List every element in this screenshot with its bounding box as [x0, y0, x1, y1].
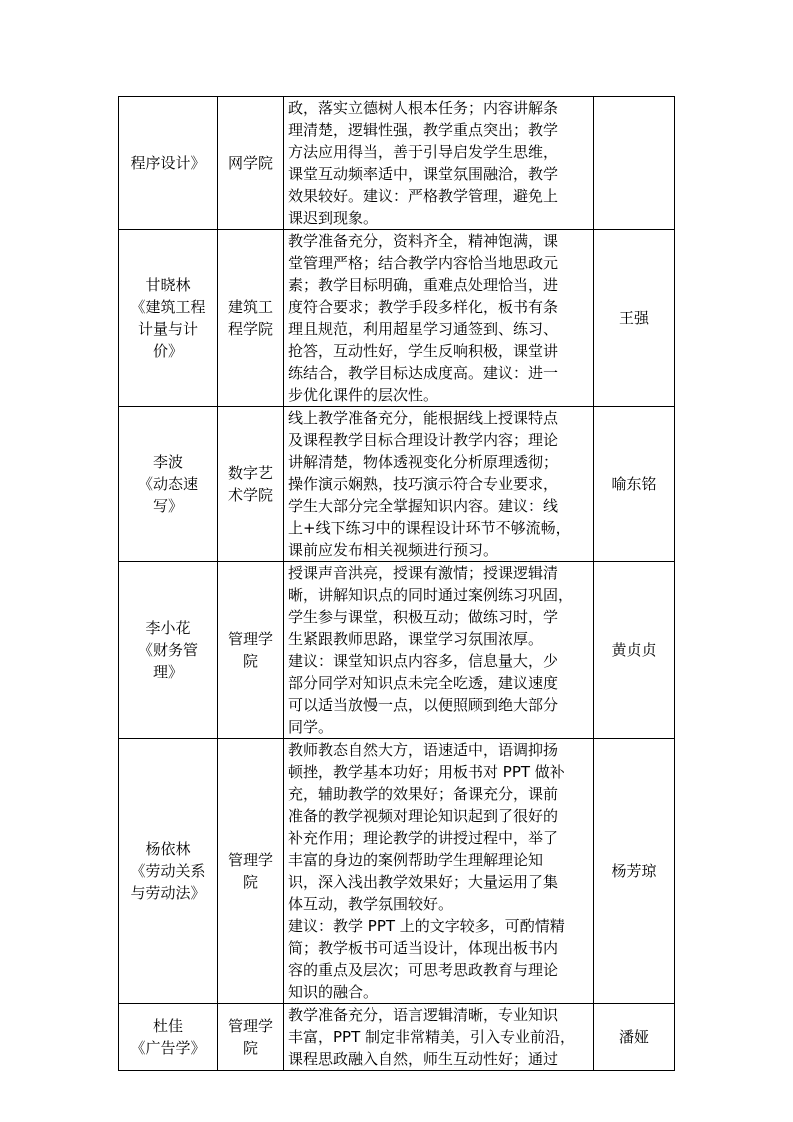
evaluation-table — [118, 96, 675, 1071]
evaluator-name: 黄贞贞 — [611, 641, 657, 659]
comment-line: 理且规范，利用超星学习通签到、练习、 — [288, 320, 559, 338]
comment-line: 体互动，教学氛围较好。 — [288, 895, 454, 913]
comment-line: 晰，讲解知识点的同时通过案例练习巩固， — [288, 586, 574, 604]
comment-line: 建议：教学 PPT 上的文字较多，可酌情精 — [288, 917, 565, 935]
table-row — [119, 230, 675, 407]
comment-cell — [284, 1004, 594, 1071]
comment-line: 课程思政融入自然，师生互动性好；通过 — [288, 1050, 559, 1068]
college-name: 数字艺 — [227, 464, 273, 482]
teacher-name: 李小花 — [145, 619, 191, 637]
comment-line: 充，辅助教学的效果好；备课充分，课前 — [288, 785, 559, 803]
comment-line: 补充作用；理论教学的讲授过程中，举了 — [288, 829, 559, 847]
comment-line: 准备的教学视频对理论知识起到了很好的 — [288, 807, 559, 825]
teacher-course-cell — [119, 407, 218, 562]
evaluator-cell — [594, 407, 675, 562]
course-name: 《建筑工程 — [130, 298, 206, 316]
college-name: 管理学 — [227, 851, 273, 869]
evaluator-name: 喻东铭 — [611, 475, 657, 493]
comment-line: 步优化课件的层次性。 — [288, 386, 439, 404]
college-name: 院 — [242, 873, 258, 891]
comment-line: 生紧跟教师思路，课堂学习氛围浓厚。 — [288, 630, 544, 648]
comment-line: 顿挫，教学基本功好；用板书对 PPT 做补 — [288, 763, 565, 781]
comment-line: 教学准备充分，资料齐全，精神饱满，课 — [288, 232, 559, 250]
comment-line: 课前应发布相关视频进行预习。 — [288, 541, 499, 559]
teacher-course-cell — [119, 97, 218, 230]
evaluator-cell — [594, 739, 675, 1004]
comment-cell — [284, 562, 594, 739]
course-name: 《财务管 — [137, 641, 198, 659]
table-row — [119, 562, 675, 739]
teacher-name: 杜佳 — [152, 1017, 183, 1035]
comment-cell — [284, 97, 594, 230]
evaluator-name: 潘娅 — [618, 1028, 649, 1046]
teacher-name: 杨依林 — [145, 840, 191, 858]
comment-line: 识，深入浅出教学效果好；大量运用了集 — [288, 873, 559, 891]
comment-line: 丰富，PPT 制定非常精美，引入专业前沿， — [288, 1028, 576, 1046]
comment-line: 学生大部分完全掌握知识内容。建议：线 — [288, 497, 559, 515]
comment-line: 堂管理严格；结合教学内容恰当地思政元 — [288, 254, 559, 272]
college-name: 管理学 — [227, 1017, 273, 1035]
evaluator-cell — [594, 97, 675, 230]
comment-line: 理清楚，逻辑性强，教学重点突出；教学 — [288, 121, 559, 139]
course-name: 价》 — [152, 342, 183, 360]
comment-line: 简；教学板书可适当设计，体现出板书内 — [288, 939, 559, 957]
course-name: 《动态速 — [137, 475, 198, 493]
comment-line: 部分同学对知识点未完全吃透，建议速度 — [288, 674, 559, 692]
comment-line: 课堂互动频率适中，课堂氛围融洽，教学 — [288, 165, 559, 183]
comment-line: 练结合，教学目标达成度高。建议：进一 — [288, 364, 559, 382]
comment-line: 教师教态自然大方，语速适中，语调抑扬 — [288, 741, 559, 759]
comment-cell — [284, 230, 594, 407]
comment-line: 方法应用得当，善于引导启发学生思维， — [288, 143, 559, 161]
course-name: 程序设计》 — [130, 154, 206, 172]
teacher-course-cell — [119, 230, 218, 407]
comment-line: 操作演示娴熟，技巧演示符合专业要求， — [288, 475, 559, 493]
comment-line: 及课程教学目标合理设计教学内容；理论 — [288, 431, 559, 449]
teacher-course-cell — [119, 1004, 218, 1071]
evaluator-cell — [594, 562, 675, 739]
table-row — [119, 739, 675, 1004]
comment-line: 素；教学目标明确，重难点处理恰当，进 — [288, 276, 559, 294]
comment-line: 学生参与课堂，积极互动；做练习时，学 — [288, 608, 559, 626]
comment-line: 度符合要求；教学手段多样化，板书有条 — [288, 298, 559, 316]
college-name: 网学院 — [227, 154, 273, 172]
comment-line: 容的重点及层次；可思考思政教育与理论 — [288, 961, 559, 979]
teacher-name: 李波 — [152, 453, 183, 471]
comment-line: 可以适当放慢一点，以便照顾到绝大部分 — [288, 696, 559, 714]
comment-line: 课迟到现象。 — [288, 209, 379, 227]
college-cell — [218, 1004, 284, 1071]
comment-line: 建议：课堂知识点内容多，信息量大，少 — [288, 652, 559, 670]
course-name: 与劳动法》 — [130, 884, 206, 902]
teacher-course-cell — [119, 739, 218, 1004]
college-name: 建筑工 — [227, 298, 273, 316]
course-name: 《广告学》 — [130, 1039, 206, 1057]
course-name: 理》 — [152, 663, 183, 681]
comment-cell — [284, 739, 594, 1004]
evaluator-name: 王强 — [618, 309, 649, 327]
table-row — [119, 97, 675, 230]
evaluator-name: 杨芳琼 — [611, 862, 657, 880]
comment-line: 教学准备充分，语言逻辑清晰，专业知识 — [288, 1006, 559, 1024]
comment-line: 线上教学准备充分，能根据线上授课特点 — [288, 409, 559, 427]
comment-line: 政，落实立德树人根本任务；内容讲解条 — [288, 99, 559, 117]
comment-line: 抢答，互动性好，学生反响积极，课堂讲 — [288, 342, 559, 360]
comment-line: 同学。 — [288, 718, 334, 736]
college-cell — [218, 230, 284, 407]
comment-line: 丰富的身边的案例帮助学生理解理论知 — [288, 851, 544, 869]
table-row — [119, 407, 675, 562]
college-name: 程学院 — [227, 320, 273, 338]
comment-line: 授课声音洪亮，授课有激情；授课逻辑清 — [288, 564, 559, 582]
evaluator-cell — [594, 230, 675, 407]
teacher-course-cell — [119, 562, 218, 739]
college-cell — [218, 407, 284, 562]
table-row — [119, 1004, 675, 1071]
college-cell — [218, 739, 284, 1004]
college-name: 院 — [242, 1039, 258, 1057]
college-name: 管理学 — [227, 630, 273, 648]
comment-line: 知识的融合。 — [288, 983, 379, 1001]
course-name: 计量与计 — [137, 320, 198, 338]
teacher-name: 甘晓林 — [145, 276, 191, 294]
comment-cell — [284, 407, 594, 562]
table-body — [119, 97, 675, 1071]
college-name: 术学院 — [227, 486, 273, 504]
comment-line: 讲解清楚，物体透视变化分析原理透彻； — [288, 453, 559, 471]
college-cell — [218, 562, 284, 739]
course-name: 写》 — [152, 497, 183, 515]
evaluator-cell — [594, 1004, 675, 1071]
course-name: 《劳动关系 — [130, 862, 206, 880]
comment-line: 效果较好。建议：严格教学管理，避免上 — [288, 187, 559, 205]
comment-line: 上+线下练习中的课程设计环节不够流畅， — [288, 519, 571, 537]
college-cell — [218, 97, 284, 230]
college-name: 院 — [242, 652, 258, 670]
